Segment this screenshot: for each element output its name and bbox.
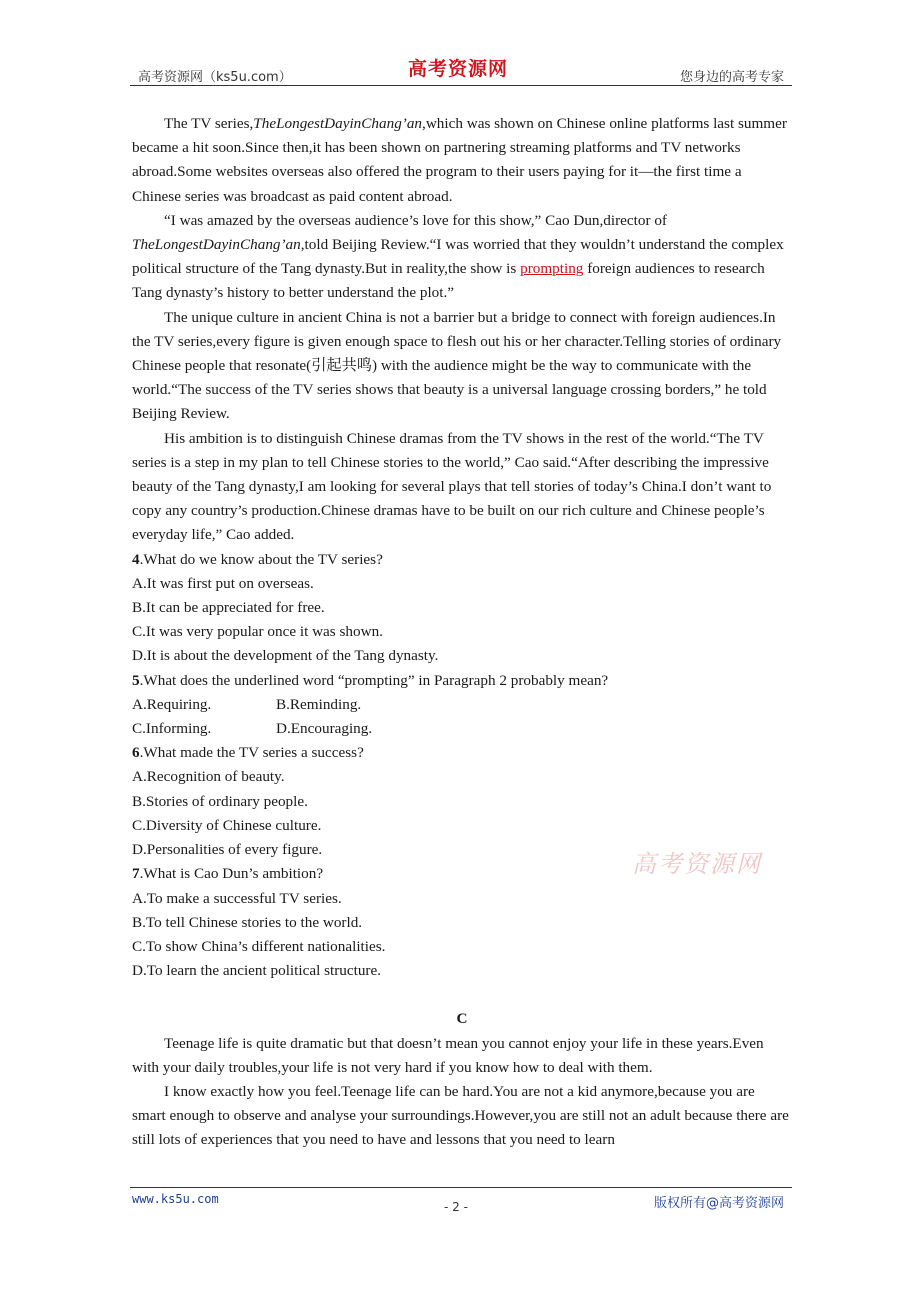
q6-option-b: B.Stories of ordinary people. bbox=[132, 792, 308, 810]
question-text: .What do we know about the TV series? bbox=[139, 550, 383, 568]
footer-copyright: 版权所有@高考资源网 bbox=[653, 1196, 784, 1211]
q5-option-c: C.Informing. bbox=[132, 720, 212, 738]
question-number: 5 bbox=[132, 671, 140, 689]
q4-option-d: D.It is about the development of the Tang dynasty. bbox=[132, 647, 439, 665]
q7-option-c: C.To show China’s different nationalities. bbox=[132, 937, 386, 955]
text-run: ,which was shown on Chinese online platforms last summer became a hit soon.Since then,it has been shown on partnering streaming platforms and TV networks abroad.Some websites overseas also offered the program to their users paying for it—the first time a Chinese series was broadcast as paid content abroad. bbox=[132, 115, 787, 205]
passage-b-paragraph-2 bbox=[132, 209, 792, 306]
text-run: foreign audiences to research Tang dynasty’s history to better understand the plot.” bbox=[132, 260, 765, 302]
q5-options-row-1 bbox=[132, 693, 792, 717]
text-run: The TV series, bbox=[164, 115, 254, 132]
q5-option-b: B.Reminding. bbox=[276, 695, 362, 713]
question-5 bbox=[132, 669, 792, 693]
header-divider bbox=[130, 85, 792, 86]
passage-c-paragraph-2: I know exactly how you feel.Teenage life can be hard.You are not a kid anymore,because you are smart enough to observe and analyse your surroundings.However,you are still not an adult because there are still lots of experiences that you need to have and lessons that you need to learn bbox=[132, 1082, 789, 1149]
page-footer bbox=[130, 1187, 792, 1218]
q5-option-a: A.Requiring. bbox=[132, 695, 212, 713]
text-run: “I was amazed by the overseas audience’s love for this show,” Cao Dun,director of bbox=[164, 211, 667, 229]
document-body bbox=[132, 112, 792, 1153]
q7-option-a: A.To make a successful TV series. bbox=[132, 889, 342, 907]
page-number: - 2 - bbox=[444, 1200, 468, 1214]
question-text: .What made the TV series a success? bbox=[139, 744, 364, 762]
passage-c-paragraph-1: Teenage life is quite dramatic but that doesn’t mean you cannot enjoy your life in these years.Even with your daily troubles,your life is not very hard if you know how to deal with them. bbox=[132, 1034, 764, 1076]
passage-b-paragraph-3: The unique culture in ancient China is not a barrier but a bridge to connect with foreign audiences.In the TV series,every figure is given enough space to flesh out his or her character.Telling stories of ordinary Chinese people that resonate(引起共鸣) with the audience might be the way to communicate with the world.“The success of the TV series shows that beauty is a universal language crossing borders,” he told Beijing Review. bbox=[132, 308, 782, 423]
series-title: TheLongestDayinChang’an bbox=[132, 236, 301, 254]
section-heading-c: C bbox=[456, 1010, 468, 1028]
page-header bbox=[130, 50, 792, 86]
question-text: .What is Cao Dun’s ambition? bbox=[139, 865, 324, 883]
q4-option-a: A.It was first put on overseas. bbox=[132, 574, 314, 592]
q6-option-a: A.Recognition of beauty. bbox=[132, 768, 285, 786]
passage-b-paragraph-1 bbox=[132, 112, 792, 209]
question-number: 7 bbox=[132, 865, 140, 883]
watermark-stamp: 高考资源网 bbox=[632, 850, 762, 878]
passage-b-paragraph-4: His ambition is to distinguish Chinese dramas from the TV shows in the rest of the world.“The TV series is a step in my plan to tell Chinese stories to the world,” Cao said.“After describing the impressive beauty of the Tang dynasty,I am looking for several plays that tell stories of today’s China.I don’t want to copy any country’s production.Chinese dramas have to be built on our rich culture and Chinese people’s everyday life,” Cao added. bbox=[132, 429, 772, 544]
question-number: 6 bbox=[132, 744, 140, 762]
question-4 bbox=[132, 548, 792, 572]
q6-option-d: D.Personalities of every figure. bbox=[132, 841, 323, 859]
header-logo: 高考资源网 bbox=[408, 58, 509, 80]
header-slogan: 您身边的高考专家 bbox=[679, 70, 784, 85]
q5-options-row-2 bbox=[132, 717, 792, 741]
q7-option-b: B.To tell Chinese stories to the world. bbox=[132, 913, 363, 931]
text-run: ,told Beijing Review.“I was worried that they wouldn’t understand the complex political structure of the Tang dynasty.But in reality,the show is bbox=[132, 236, 784, 278]
q5-option-d: D.Encouraging. bbox=[276, 720, 373, 738]
footer-site-link[interactable]: www.ks5u.com bbox=[132, 1192, 219, 1206]
underlined-word: prompting bbox=[520, 260, 584, 278]
question-6 bbox=[132, 741, 792, 765]
question-number: 4 bbox=[132, 550, 140, 568]
q4-option-b: B.It can be appreciated for free. bbox=[132, 599, 325, 617]
q4-option-c: C.It was very popular once it was shown. bbox=[132, 623, 383, 641]
q7-option-d: D.To learn the ancient political structure. bbox=[132, 962, 382, 980]
header-site-name: 高考资源网（ks5u.com） bbox=[138, 70, 292, 85]
q6-option-c: C.Diversity of Chinese culture. bbox=[132, 816, 322, 834]
question-text: .What does the underlined word “prompting” in Paragraph 2 probably mean? bbox=[139, 671, 609, 689]
series-title: TheLongestDayinChang’an bbox=[253, 115, 423, 132]
